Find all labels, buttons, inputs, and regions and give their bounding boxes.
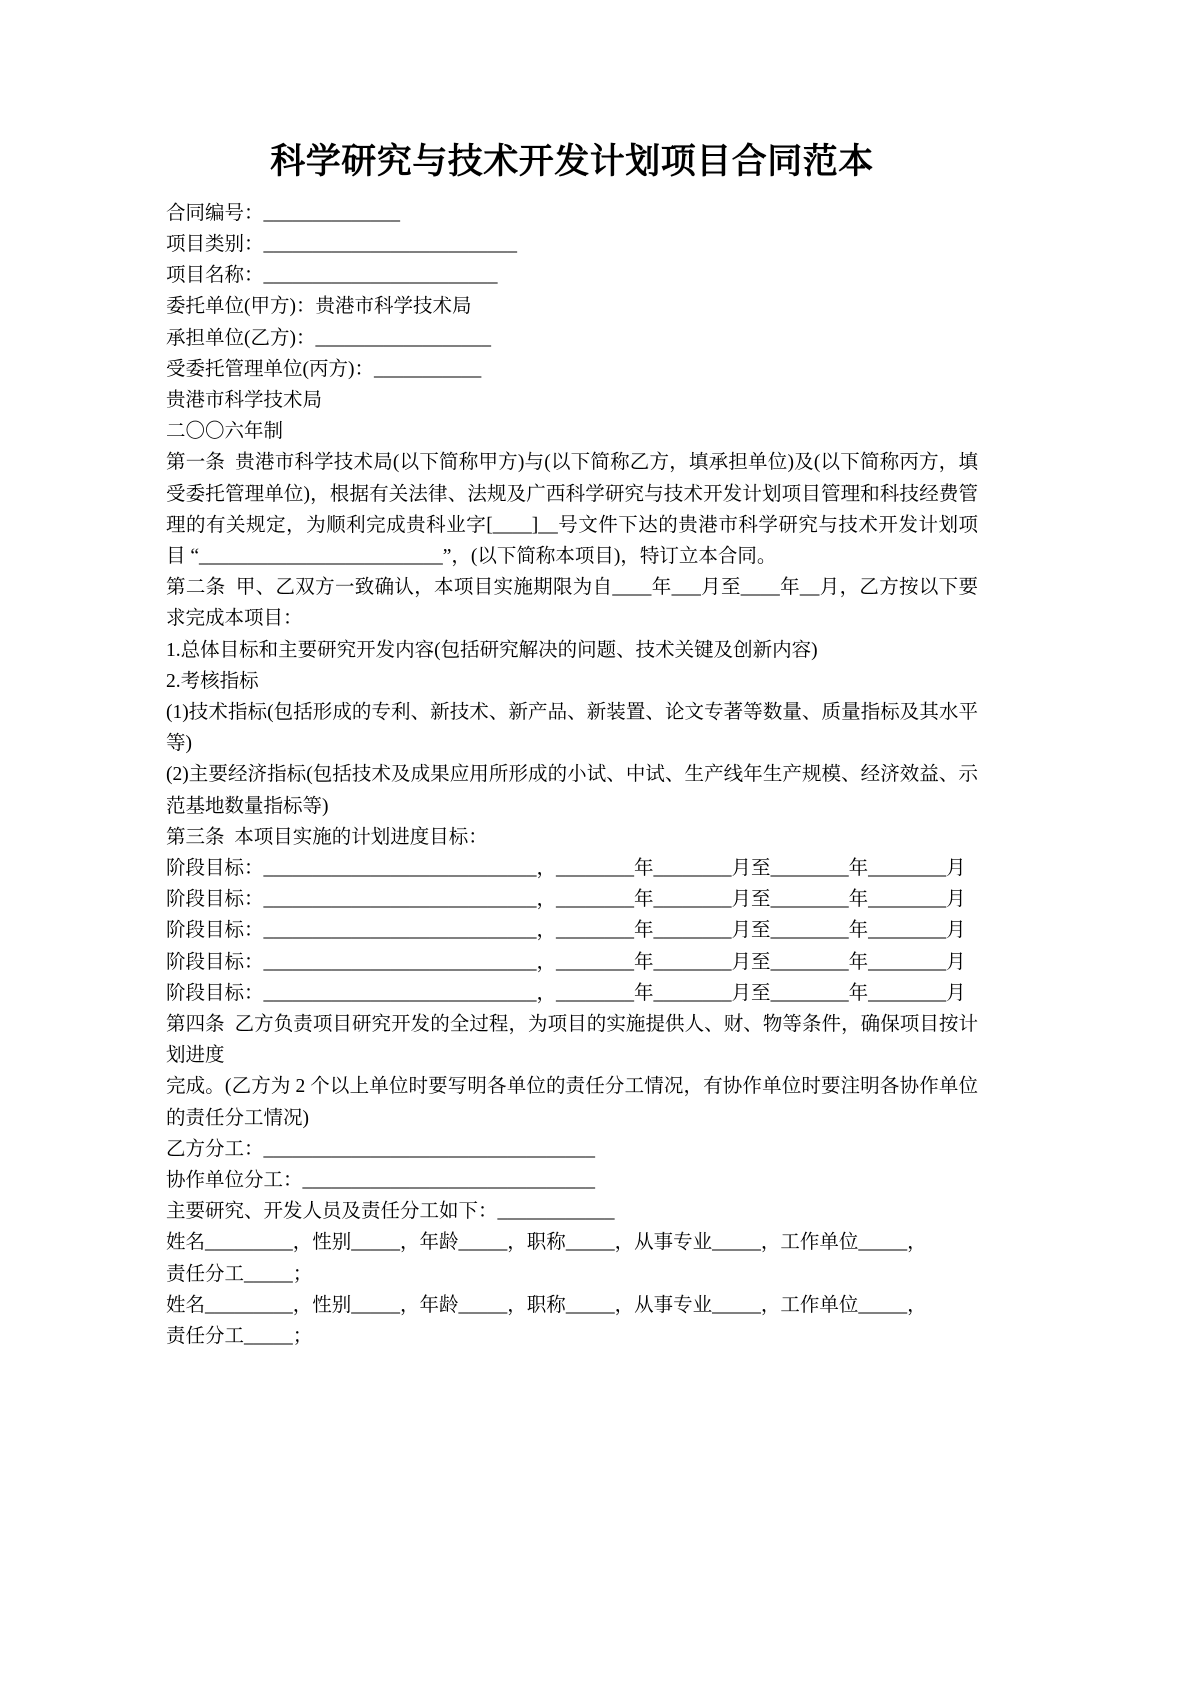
stage-goal-end-month-unit: 月 <box>946 889 966 911</box>
field-party-b-duties <box>166 1134 978 1165</box>
field-contractor-party-b <box>166 323 978 354</box>
field-project-category <box>166 229 978 260</box>
article-2-item-2: 2.考核指标 <box>166 670 259 692</box>
personnel-title-label: ，职称 <box>507 1232 566 1254</box>
stage-goal-end-month-unit: 月 <box>946 858 966 880</box>
stage-goal-start-month-blank[interactable]: ________ <box>653 951 732 973</box>
field-value: 贵港市科学技术局 <box>315 296 472 318</box>
field-blank[interactable]: ____________ <box>497 1201 615 1223</box>
field-managing-party-c <box>166 354 978 385</box>
stage-goal-end-year-blank[interactable]: ________ <box>770 982 849 1004</box>
stage-goal-start-year-unit: 年 <box>634 858 654 880</box>
issuer-name: 贵港市科学技术局 <box>166 389 323 411</box>
document-body <box>166 140 978 1352</box>
field-label: 委托单位(甲方)： <box>166 296 316 318</box>
stage-goal-end-month-blank[interactable]: ______ <box>887 889 947 911</box>
personnel-gender-blank[interactable]: _____ <box>351 1232 401 1254</box>
article-2-item-2-2: (2)主要经济指标(包括技术及成果应用所形成的小试、中试、生产线年生产规模、经济效益、示范基地数量指标等) <box>166 764 978 817</box>
stage-goal-to: 月至 <box>731 951 771 973</box>
personnel-name-label: 姓名 <box>166 1232 206 1254</box>
stage-goal-start-year-unit: 年 <box>634 982 654 1004</box>
personnel-duty-label: 责任分工 <box>166 1263 245 1285</box>
field-staff-duties-intro <box>166 1196 978 1227</box>
stage-goal-end-year-unit: 年__ <box>848 951 888 973</box>
field-partner-duties <box>166 1165 978 1196</box>
issue-year: 二〇〇六年制 <box>166 421 284 443</box>
stage-goal-end-month-blank[interactable]: ______ <box>887 858 947 880</box>
personnel-title-label: ，职称 <box>507 1294 566 1316</box>
stage-goal-comma: ， <box>536 858 557 880</box>
personnel-major-label: ，从事专业 <box>614 1294 713 1316</box>
personnel-unit-blank[interactable]: _____ <box>858 1294 908 1316</box>
stage-goal-end-year-unit: 年__ <box>848 982 888 1004</box>
stage-goal-end-year-blank[interactable]: ________ <box>770 920 849 942</box>
stage-goal-end-year-unit: 年__ <box>848 858 888 880</box>
field-blank[interactable]: ______________ <box>263 202 401 224</box>
stage-goal-end-year-blank[interactable]: ________ <box>770 951 849 973</box>
stage-goal-to: 月至 <box>731 982 771 1004</box>
personnel-age-blank[interactable]: _____ <box>458 1294 508 1316</box>
stage-goal-row <box>166 915 978 946</box>
stage-goal-comma: ， <box>536 951 557 973</box>
field-label: 合同编号： <box>166 202 264 224</box>
personnel-duty-label: 责任分工 <box>166 1326 245 1348</box>
stage-goal-row <box>166 947 978 978</box>
stage-goal-end-month-blank[interactable]: ______ <box>887 951 947 973</box>
stage-goal-label: 阶段目标： <box>166 858 264 880</box>
stage-goal-end-month-blank[interactable]: ______ <box>887 920 947 942</box>
field-contract-number <box>166 198 978 229</box>
stage-goal-end-year-unit: 年__ <box>848 889 888 911</box>
stage-goal-blank[interactable]: ____________________________ <box>263 920 537 942</box>
stage-goal-to: 月至 <box>731 858 771 880</box>
personnel-major-blank[interactable]: _____ <box>712 1294 761 1316</box>
stage-goal-end-month-unit: 月 <box>946 951 966 973</box>
field-label: 项目名称： <box>166 265 264 287</box>
stage-goal-end-year-unit: 年__ <box>848 920 888 942</box>
field-blank[interactable]: __________________________________ <box>263 1138 596 1160</box>
stage-goal-start-year-blank[interactable]: ________ <box>556 920 635 942</box>
personnel-name-label: 姓名 <box>166 1294 206 1316</box>
personnel-age-blank[interactable]: _____ <box>458 1232 508 1254</box>
personnel-name-blank[interactable]: _________ <box>205 1294 293 1316</box>
article-4-paragraph-2: 完成。(乙方为 2 个以上单位时要写明各单位的责任分工情况，有协作单位时要注明各协作单位的责任分工情况) <box>166 1076 978 1129</box>
personnel-gender-label: ，性别 <box>292 1232 352 1254</box>
personnel-unit-label: ，工作单位 <box>760 1232 859 1254</box>
article-2-item-2-1: (1)技术指标(包括形成的专利、新技术、新产品、新装置、论文专著等数量、质量指标及其水平等) <box>166 702 978 755</box>
field-label: 乙方分工： <box>166 1138 264 1160</box>
personnel-gender-label: ，性别 <box>292 1294 352 1316</box>
stage-goal-to: 月至 <box>731 889 771 911</box>
page-title: 科学研究与技术开发计划项目合同范本 <box>270 142 874 181</box>
field-label: 受委托管理单位(丙方)： <box>166 358 374 380</box>
personnel-duty-row <box>166 1321 978 1352</box>
stage-goal-to: 月至 <box>731 920 771 942</box>
stage-goal-start-month-blank[interactable]: ________ <box>653 920 732 942</box>
stage-goal-end-year-blank[interactable]: ________ <box>770 889 849 911</box>
personnel-major-blank[interactable]: _____ <box>712 1232 761 1254</box>
stage-goal-row <box>166 884 978 915</box>
stage-goal-blank[interactable]: ____________________________ <box>263 858 537 880</box>
stage-goal-comma: ， <box>536 889 557 911</box>
article-2: 第二条 甲、乙双方一致确认，本项目实施期限为自____年___月至____年__月，乙方按以下要求完成本项目： <box>166 577 978 630</box>
personnel-title-blank[interactable]: _____ <box>565 1294 615 1316</box>
stage-goal-start-year-unit: 年 <box>634 889 654 911</box>
personnel-gender-blank[interactable]: _____ <box>351 1294 401 1316</box>
stage-goal-list <box>166 853 978 1009</box>
stage-goal-start-year-unit: 年 <box>634 951 654 973</box>
stage-goal-comma: ， <box>536 982 557 1004</box>
stage-goal-start-month-blank[interactable]: ________ <box>653 858 732 880</box>
field-label: 项目类别： <box>166 233 264 255</box>
personnel-name-blank[interactable]: _________ <box>205 1232 293 1254</box>
personnel-title-blank[interactable]: _____ <box>565 1232 615 1254</box>
stage-goal-start-year-blank[interactable]: ________ <box>556 982 635 1004</box>
stage-goal-label: 阶段目标： <box>166 920 264 942</box>
stage-goal-label: 阶段目标： <box>166 982 264 1004</box>
stage-goal-end-month-blank[interactable]: ______ <box>887 982 947 1004</box>
header-fields-block <box>166 198 978 448</box>
article-1: 第一条 贵港市科学技术局(以下简称甲方)与(以下简称乙方，填承担单位)及(以下简称丙方，填受委托管理单位)，根据有关法律、法规及广西科学研究与技术开发计划项目管理和科技经费管理的有关规定，为顺利完成贵科业字[____]__号文件下达的贵港市科学研究与技术开发计划项目 “_________________________”，(以下简称本项目)，特订立本合同。 <box>166 452 978 567</box>
field-label: 承担单位(乙方)： <box>166 327 316 349</box>
field-label: 协作单位分工： <box>166 1170 303 1192</box>
stage-goal-label: 阶段目标： <box>166 951 264 973</box>
stage-goal-row <box>166 853 978 884</box>
stage-goal-end-month-unit: 月 <box>946 982 966 1004</box>
personnel-row <box>166 1290 978 1321</box>
stage-goal-blank[interactable]: ____________________________ <box>263 889 537 911</box>
stage-goal-start-month-blank[interactable]: ________ <box>653 982 732 1004</box>
stage-goal-start-year-blank[interactable]: ________ <box>556 858 635 880</box>
field-client-party-a <box>166 291 978 322</box>
stage-goal-blank[interactable]: ____________________________ <box>263 951 537 973</box>
personnel-duty-blank[interactable]: _____ <box>244 1263 293 1285</box>
stage-goal-start-month-blank[interactable]: ________ <box>653 889 732 911</box>
stage-goal-start-year-blank[interactable]: ________ <box>556 889 635 911</box>
stage-goal-row <box>166 978 978 1009</box>
field-label: 主要研究、开发人员及责任分工如下： <box>166 1201 498 1223</box>
stage-goal-start-year-unit: 年 <box>634 920 654 942</box>
personnel-duty-tail: ； <box>292 1263 313 1285</box>
personnel-unit-tail: ， <box>907 1294 927 1316</box>
field-blank[interactable]: ___________ <box>374 358 482 380</box>
personnel-row <box>166 1227 978 1258</box>
personnel-age-label: ，年龄 <box>400 1232 459 1254</box>
stage-goal-comma: ， <box>536 920 557 942</box>
field-blank[interactable]: __________________ <box>315 327 491 349</box>
article-2-item-1: 1.总体目标和主要研究开发内容(包括研究解决的问题、技术关键及创新内容) <box>166 639 818 661</box>
personnel-duty-tail: ； <box>292 1326 313 1348</box>
article-2-items <box>166 635 978 822</box>
stage-goal-end-year-blank[interactable]: ________ <box>770 858 849 880</box>
personnel-list <box>166 1227 978 1352</box>
field-project-name <box>166 260 978 291</box>
personnel-age-label: ，年龄 <box>400 1294 459 1316</box>
stage-goal-start-year-blank[interactable]: ________ <box>556 951 635 973</box>
field-blank[interactable]: ________________________ <box>263 265 498 287</box>
personnel-unit-label: ，工作单位 <box>760 1294 859 1316</box>
personnel-unit-blank[interactable]: _____ <box>858 1232 908 1254</box>
personnel-major-label: ，从事专业 <box>614 1232 713 1254</box>
personnel-duty-row <box>166 1259 978 1290</box>
field-blank[interactable]: __________________________ <box>263 233 518 255</box>
stage-goal-blank[interactable]: ____________________________ <box>263 982 537 1004</box>
field-blank[interactable]: ______________________________ <box>302 1170 596 1192</box>
article-4-paragraph-1: 第四条 乙方负责项目研究开发的全过程，为项目的实施提供人、财、物等条件，确保项目按计划进度 <box>166 1014 978 1067</box>
personnel-duty-blank[interactable]: _____ <box>244 1326 293 1348</box>
stage-goal-end-month-unit: 月 <box>946 920 966 942</box>
personnel-unit-tail: ， <box>907 1232 927 1254</box>
stage-goal-label: 阶段目标： <box>166 889 264 911</box>
article-3-heading: 第三条 本项目实施的计划进度目标： <box>166 826 488 848</box>
